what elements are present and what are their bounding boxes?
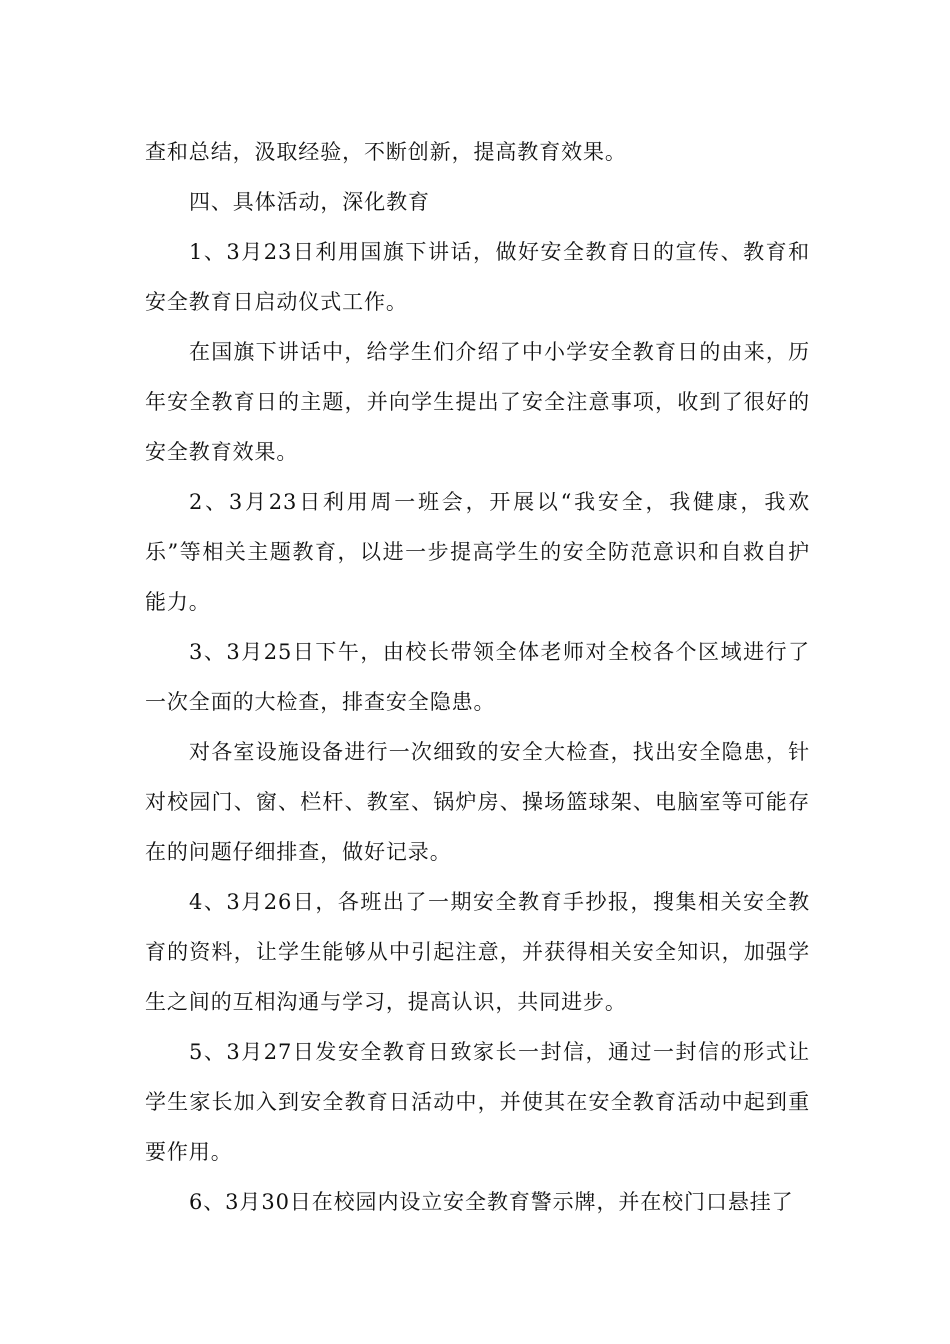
paragraph-item-3: 3、3月25日下午，由校长带领全体老师对全校各个区域进行了一次全面的大检查，排查安全隐患。 [145,640,810,714]
document-body [145,127,810,1227]
paragraph-item-5: 5、3月27日发安全教育日致家长一封信，通过一封信的形式让学生家长加入到安全教育日活动中，并使其在安全教育活动中起到重要作用。 [145,1040,810,1164]
paragraph-item-6: 6、3月30日在校园内设立安全教育警示牌，并在校门口悬挂了 [189,1190,794,1214]
paragraph-item-2: 2、3月23日利用周一班会，开展以“我安全，我健康，我欢乐”等相关主题教育，以进一步提高学生的安全防范意识和自救自护能力。 [145,490,810,614]
paragraph-item-3-detail: 对各室设施设备进行一次细致的安全大检查，找出安全隐患，针对校园门、窗、栏杆、教室、锅炉房、操场篮球架、电脑室等可能存在的问题仔细排查，做好记录。 [145,740,810,864]
section-heading-4: 四、具体活动，深化教育 [189,190,430,214]
paragraph-item-1: 1、3月23日利用国旗下讲话，做好安全教育日的宣传、教育和安全教育日启动仪式工作。 [145,240,810,314]
paragraph-item-1-detail: 在国旗下讲话中，给学生们介绍了中小学安全教育日的由来，历年安全教育日的主题，并向学生提出了安全注意事项，收到了很好的安全教育效果。 [145,340,810,464]
paragraph-1: 查和总结，汲取经验，不断创新，提高教育效果。 [145,140,627,164]
paragraph-item-4: 4、3月26日，各班出了一期安全教育手抄报，搜集相关安全教育的资料，让学生能够从中引起注意，并获得相关安全知识，加强学生之间的互相沟通与学习，提高认识，共同进步。 [145,890,810,1014]
